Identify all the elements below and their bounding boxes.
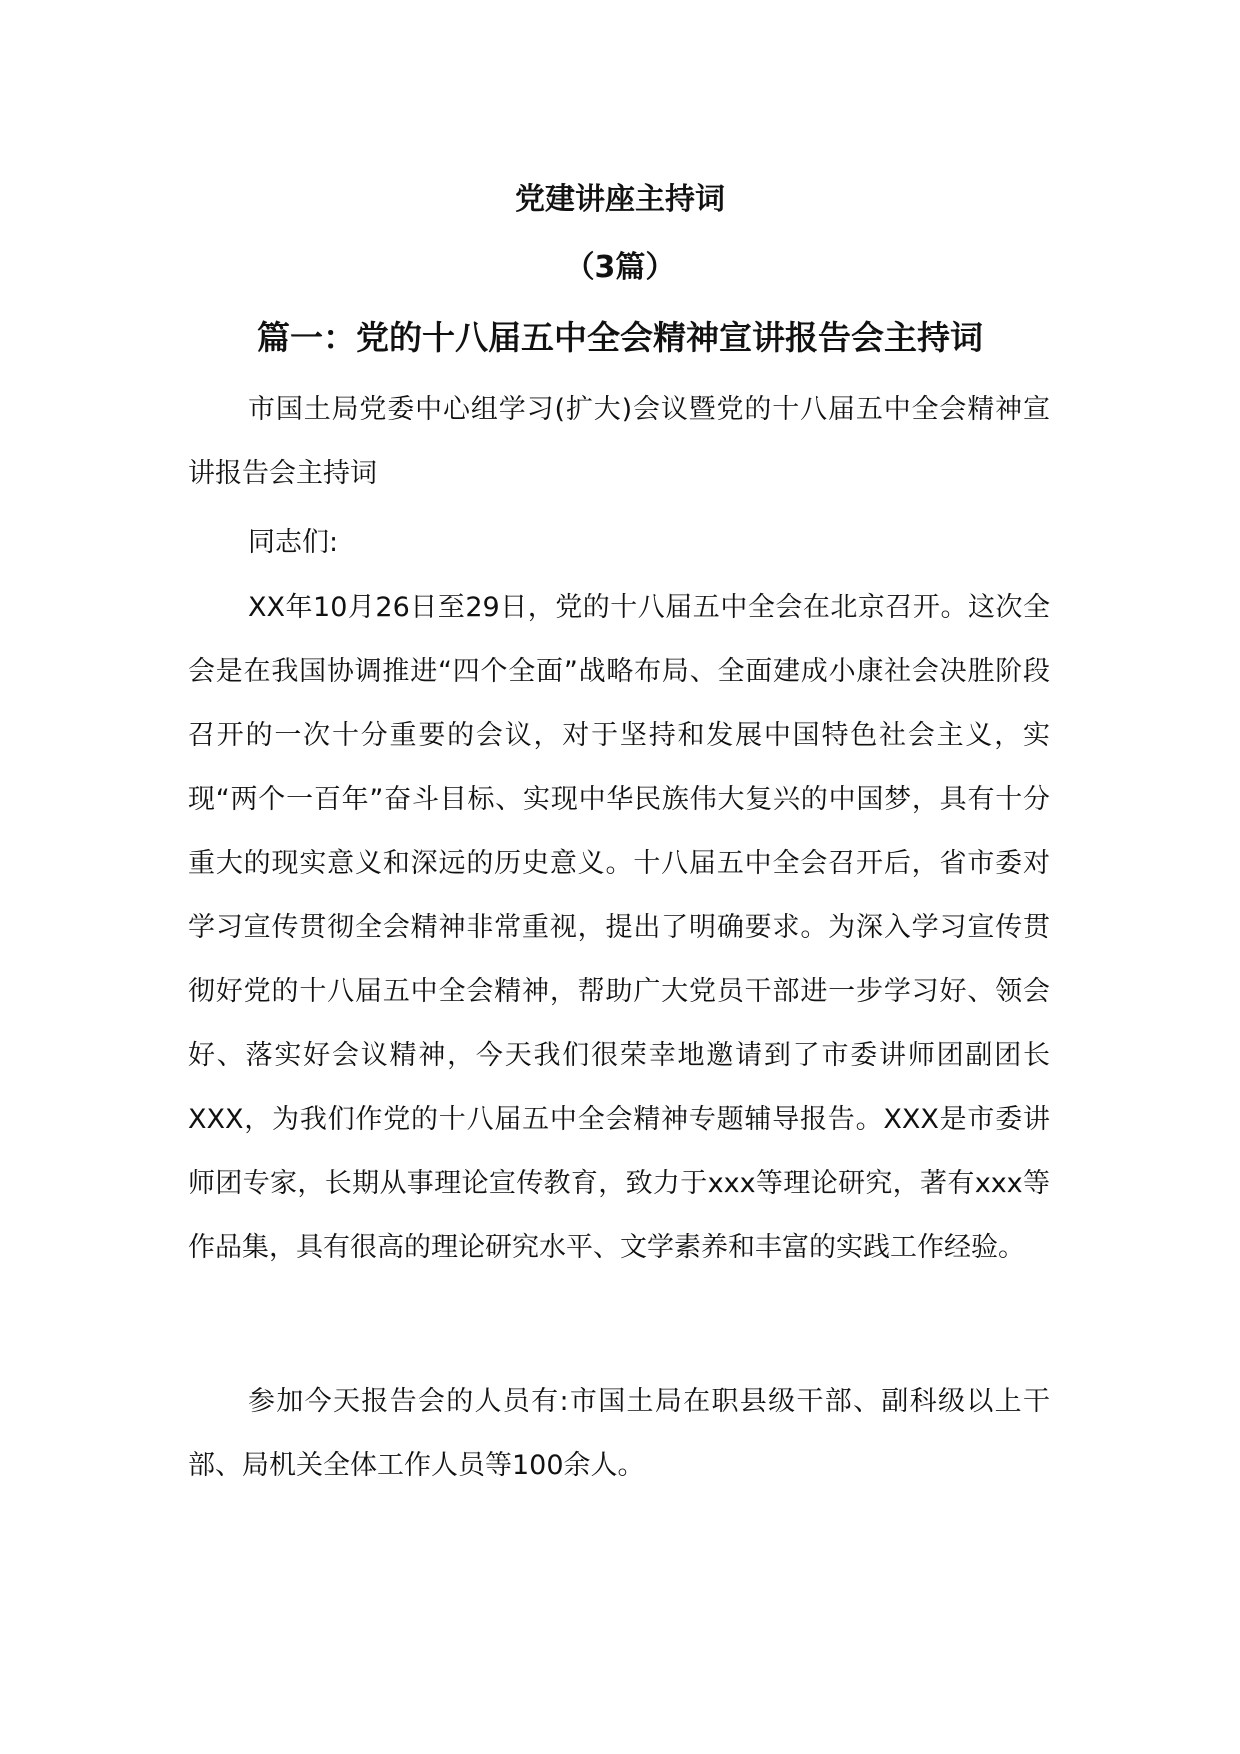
paragraph-attendees-block <box>188 1370 1050 1498</box>
paragraph-main-block <box>188 576 1050 1280</box>
document-title: 党建讲座主持词 <box>515 182 725 217</box>
document-subtitle: （3篇） <box>564 250 676 285</box>
paragraph-greeting: 同志们: <box>248 527 339 558</box>
paragraph-intro-block <box>188 378 1050 506</box>
section-heading: 篇一：党的十八届五中全会精神宣讲报告会主持词 <box>257 318 983 357</box>
paragraph-greeting-block <box>188 511 1050 575</box>
paragraph-main: XX年10月26日至29日，党的十八届五中全会在北京召开。这次全会是在我国协调推进“四个全面”战略布局、全面建成小康社会决胜阶段召开的一次十分重要的会议，对于坚持和发展中国特色社会主义，实现“两个一百年”奋斗目标、实现中华民族伟大复兴的中国梦，具有十分重大的现实意义和深远的历史意义。十八届五中全会召开后，省市委对学习宣传贯彻全会精神非常重视，提出了明确要求。为深入学习宣传贯彻好党的十八届五中全会精神，帮助广大党员干部进一步学习好、领会好、落实好会议精神，今天我们很荣幸地邀请到了市委讲师团副团长XXX，为我们作党的十八届五中全会精神专题辅导报告。XXX是市委讲师团专家，长期从事理论宣传教育，致力于xxx等理论研究，著有xxx等作品集，具有很高的理论研究水平、文学素养和丰富的实践工作经验。 <box>188 592 1050 1263</box>
paragraph-attendees: 参加今天报告会的人员有:市国土局在职县级干部、副科级以上干部、局机关全体工作人员等100余人。 <box>188 1386 1050 1481</box>
paragraph-intro: 市国土局党委中心组学习(扩大)会议暨党的十八届五中全会精神宣讲报告会主持词 <box>188 394 1050 489</box>
